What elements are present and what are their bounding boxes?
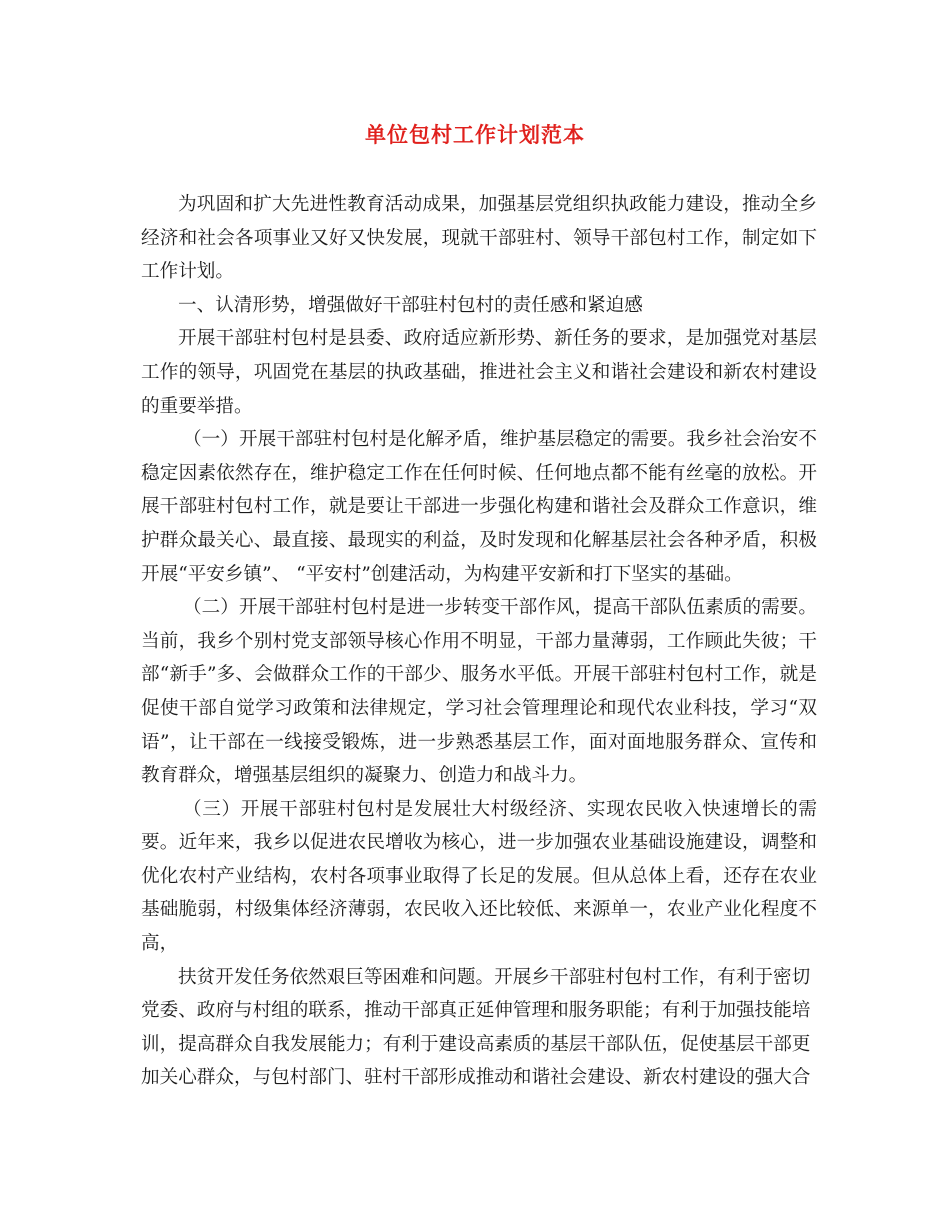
paragraph-intro: 为巩固和扩大先进性教育活动成果，加强基层党组织执政能力建设，推动全乡经济和社会各项事业又好又快发展，现就干部驻村、领导干部包村工作，制定如下工作计划。 bbox=[141, 194, 817, 283]
document-title: 单位包村工作计划范本 bbox=[365, 122, 585, 147]
paragraph-item-2: （二）开展干部驻村包村是进一步转变干部作风，提高干部队伍素质的需要。当前，我乡个别村党支部领导核心作用不明显，干部力量薄弱，工作顾此失彼；干部“新手”多、会做群众工作的干部少、服务水平低。开展干部驻村包村工作，就是促使干部自觉学习政策和法律规定，学习社会管理理论和现代农业科技，学习“双语”，让干部在一线接受锻炼，进一步熟悉基层工作，面对面地服务群众、宣传和教育群众，增强基层组织的凝聚力、创造力和战斗力。 bbox=[141, 597, 817, 787]
paragraph-section-1: 开展干部驻村包村是县委、政府适应新形势、新任务的要求，是加强党对基层工作的领导，巩固党在基层的执政基础，推进社会主义和谐社会建设和新农村建设的重要举措。 bbox=[141, 328, 817, 417]
paragraph-continuation: 扶贫开发任务依然艰巨等困难和问题。开展乡干部驻村包村工作，有利于密切党委、政府与村组的联系，推动干部真正延伸管理和服务职能；有利于加强技能培训，提高群众自我发展能力；有利于建设高素质的基层干部队伍，促使基层干部更加关心群众，与包村部门、驻村干部形成推动和谐社会建设、新农村建设的强大合 bbox=[141, 966, 811, 1089]
paragraph-item-1: （一）开展干部驻村包村是化解矛盾，维护基层稳定的需要。我乡社会治安不稳定因素依然存在，维护稳定工作在任何时候、任何地点都不能有丝毫的放松。开展干部驻村包村工作，就是要让干部进一步强化构建和谐社会及群众工作意识，维护群众最关心、最直接、最现实的利益，及时发现和化解基层社会各种矛盾，积极开展“平安乡镇”、 “平安村”创建活动，为构建平安新和打下坚实的基础。 bbox=[141, 429, 817, 585]
document-body bbox=[141, 188, 817, 1095]
section-heading-1: 一、认清形势，增强做好干部驻村包村的责任感和紧迫感 bbox=[178, 294, 643, 316]
paragraph-item-3: （三）开展干部驻村包村是发展壮大村级经济、实现农民收入快速增长的需要。近年来，我乡以促进农民增收为核心，进一步加强农业基础设施建设，调整和优化农村产业结构，农村各项事业取得了长足的发展。但从总体上看，还存在农业基础脆弱，村级集体经济薄弱，农民收入还比较低、来源单一，农业产业化程度不高， bbox=[141, 798, 817, 955]
